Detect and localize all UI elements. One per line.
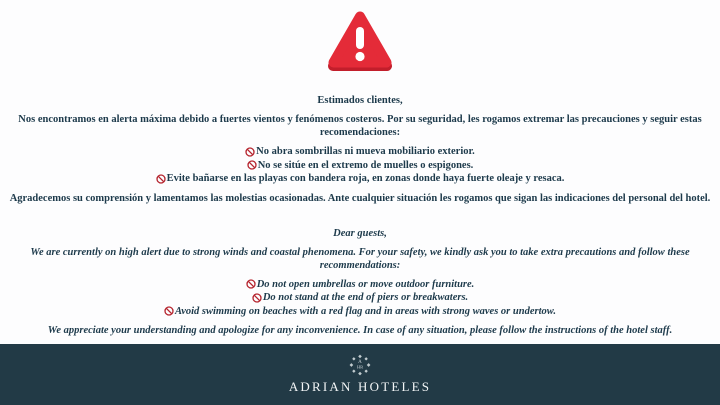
recommendation-es — [2, 145, 718, 159]
no-entry-icon — [245, 147, 255, 157]
closing-en: We appreciate your understanding and apologize for any inconvenience. In case of any situation, please follow the instructions of the hotel staff. — [47, 325, 673, 336]
no-entry-icon — [156, 174, 166, 184]
brand-name: ADRIAN HOTELES — [288, 379, 432, 394]
english-notice — [2, 227, 718, 338]
recommendation-text: Do not open umbrellas or move outdoor furniture. — [256, 278, 475, 290]
recommendation-en — [2, 278, 718, 292]
svg-text:A: A — [358, 360, 362, 366]
notice-body — [2, 76, 718, 337]
recommendation-en — [2, 305, 718, 319]
recommendation-es — [2, 159, 718, 173]
svg-text:HR: HR — [356, 364, 364, 370]
recommendation-es — [2, 172, 718, 186]
rosette-monogram-icon — [349, 354, 371, 376]
recommendation-text: No abra sombrillas ni mueva mobiliario exterior. — [256, 146, 475, 157]
recommendation-en — [2, 291, 718, 305]
greeting-en: Dear guests, — [333, 227, 387, 239]
intro-en: We are currently on high alert due to strong winds and coastal phenomena. For your safety, we kindly ask you to take extra precautions and follow these recommendations: — [30, 246, 690, 271]
no-entry-icon — [252, 293, 262, 303]
recommendation-text: No se sitúe en el extremo de muelles o espigones. — [257, 159, 474, 171]
recommendation-text: Avoid swimming on beaches with a red flag and in areas with strong waves or undertow. — [175, 305, 556, 317]
spanish-notice — [2, 94, 718, 205]
no-entry-icon — [246, 279, 256, 289]
warning-triangle-icon — [325, 10, 395, 76]
recommendation-text: Do not stand at the end of piers or breakwaters. — [262, 292, 469, 303]
no-entry-icon — [247, 160, 257, 170]
recommendation-text: Evite bañarse en las playas con bandera roja, en zonas donde haya fuerte oleaje y resaca. — [166, 173, 565, 184]
greeting-es: Estimados clientes, — [317, 95, 403, 106]
no-entry-icon — [164, 306, 174, 316]
closing-es: Agradecemos su comprensión y lamentamos las molestias ocasionadas. Ante cualquier situación les rogamos que sigan las indicaciones del personal del hotel. — [9, 192, 711, 204]
intro-es: Nos encontramos en alerta máxima debido a fuertes vientos y fenómenos costeros. Por su seguridad, les rogamos extremar las precauciones y seguir estas recomendaciones: — [18, 114, 702, 138]
footer-brand-bar — [0, 344, 720, 405]
